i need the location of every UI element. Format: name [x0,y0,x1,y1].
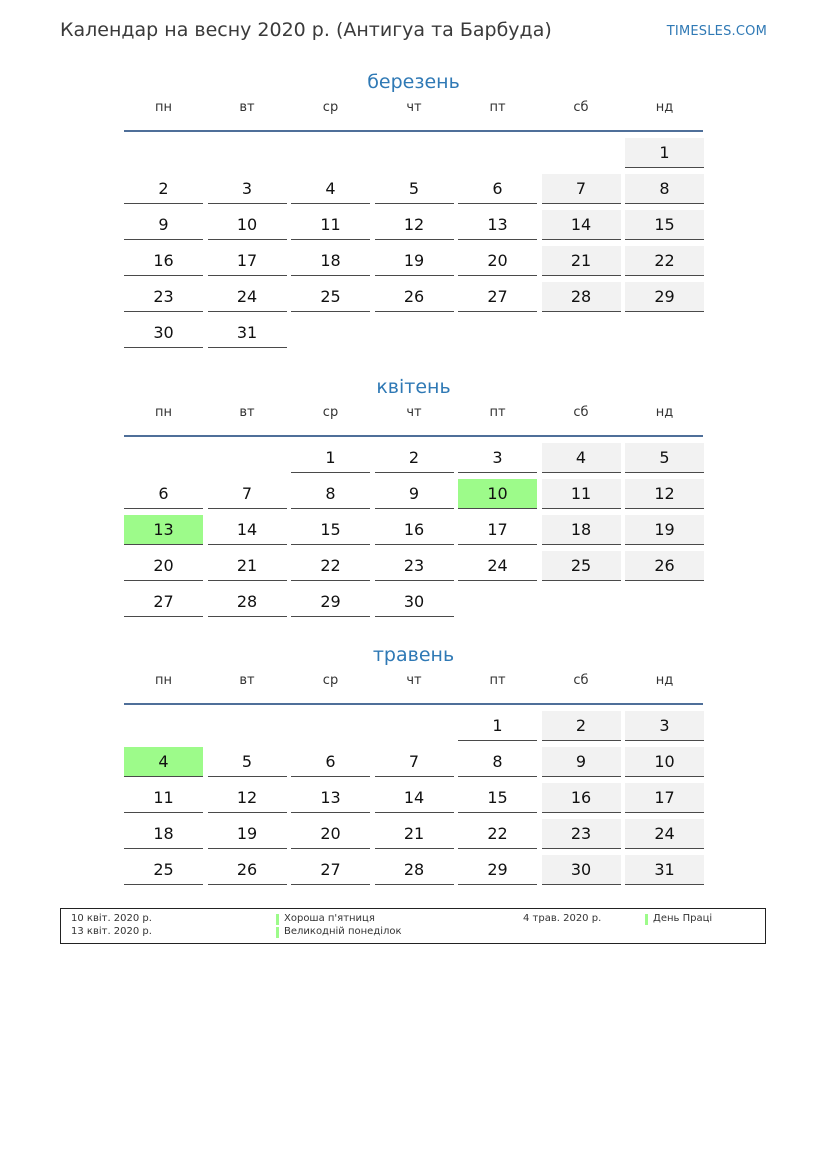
day-cell: 29 [291,587,370,617]
legend-holiday-name: День Праці [653,913,713,924]
weekday-label: пт [489,100,506,115]
day-cell: 29 [458,855,537,885]
weekday-label: пт [489,673,506,688]
header-divider [124,703,703,705]
day-cell: 23 [375,551,454,581]
day-cell: 7 [542,174,621,204]
day-cell: 12 [208,783,287,813]
day-cell: 3 [458,443,537,473]
month-block [124,68,703,342]
day-cell: 15 [291,515,370,545]
day-cell: 20 [124,551,203,581]
day-cell: 2 [375,443,454,473]
legend-date: 13 квіт. 2020 р. [71,926,152,937]
weekday-label: чт [406,405,422,420]
day-cell: 27 [458,282,537,312]
day-cell: 9 [542,747,621,777]
month-name: березень [367,71,460,93]
day-cell: 17 [625,783,704,813]
day-cell: 29 [625,282,704,312]
weekday-header [124,401,703,437]
day-cell: 19 [625,515,704,545]
day-cell: 12 [375,210,454,240]
day-cell: 20 [458,246,537,276]
day-cell: 24 [458,551,537,581]
weekday-label: ср [322,405,339,420]
day-cell: 7 [375,747,454,777]
day-cell: 28 [375,855,454,885]
day-cell: 22 [291,551,370,581]
day-cell: 16 [124,246,203,276]
weekday-label: ср [322,673,339,688]
page-title: Календар на весну 2020 р. (Антигуа та Барбуда) [60,19,552,41]
weekday-label: ср [322,100,339,115]
day-cell: 17 [458,515,537,545]
day-cell: 2 [124,174,203,204]
header-divider [124,130,703,132]
day-cell: 18 [291,246,370,276]
month-block [124,373,703,611]
day-cell: 22 [625,246,704,276]
day-cell: 26 [208,855,287,885]
holiday-legend [60,908,766,944]
weekday-label: сб [573,100,589,115]
holiday-day-cell: 13 [124,515,203,545]
day-cell: 19 [208,819,287,849]
holiday-color-marker [645,914,648,925]
day-cell: 9 [375,479,454,509]
day-cell: 16 [375,515,454,545]
weekday-label: вт [239,673,255,688]
day-cell: 11 [291,210,370,240]
day-cell: 2 [542,711,621,741]
holiday-color-marker [276,927,279,938]
weekday-label: пт [489,405,506,420]
day-cell: 24 [625,819,704,849]
day-cell: 28 [208,587,287,617]
weekday-label: чт [406,673,422,688]
day-cell: 13 [458,210,537,240]
holiday-day-cell: 4 [124,747,203,777]
day-cell: 27 [291,855,370,885]
weekday-label: пн [155,405,172,420]
legend-holiday-name: Хороша п'ятниця [284,913,375,924]
day-cell: 11 [542,479,621,509]
day-cell: 31 [208,318,287,348]
day-cell: 16 [542,783,621,813]
day-cell: 8 [458,747,537,777]
day-cell: 10 [208,210,287,240]
day-cell: 8 [291,479,370,509]
day-cell: 8 [625,174,704,204]
site-link[interactable]: TIMESLES.COM [666,24,767,39]
day-cell: 1 [291,443,370,473]
day-cell: 28 [542,282,621,312]
weekday-label: пн [155,673,172,688]
day-cell: 4 [291,174,370,204]
day-cell: 12 [625,479,704,509]
day-cell: 25 [542,551,621,581]
day-cell: 6 [458,174,537,204]
month-name: травень [372,644,455,666]
day-cell: 17 [208,246,287,276]
day-cell: 5 [625,443,704,473]
day-cell: 3 [208,174,287,204]
day-cell: 18 [124,819,203,849]
header-divider [124,435,703,437]
day-cell: 27 [124,587,203,617]
day-cell: 9 [124,210,203,240]
day-cell: 13 [291,783,370,813]
month-block [124,641,703,879]
day-cell: 15 [625,210,704,240]
day-cell: 11 [124,783,203,813]
weekday-label: чт [406,100,422,115]
day-cell: 23 [124,282,203,312]
weekday-header [124,669,703,705]
legend-holiday-name: Великодній понеділок [284,926,402,937]
day-cell: 5 [375,174,454,204]
day-cell: 14 [542,210,621,240]
day-cell: 24 [208,282,287,312]
day-cell: 22 [458,819,537,849]
day-cell: 30 [542,855,621,885]
day-cell: 7 [208,479,287,509]
day-cell: 15 [458,783,537,813]
day-cell: 1 [625,138,704,168]
day-cell: 19 [375,246,454,276]
day-cell: 25 [124,855,203,885]
weekday-label: сб [573,405,589,420]
day-cell: 20 [291,819,370,849]
day-cell: 5 [208,747,287,777]
weekday-label: пн [155,100,172,115]
weekday-label: сб [573,673,589,688]
legend-date: 4 трав. 2020 р. [523,913,602,924]
day-cell: 21 [375,819,454,849]
day-cell: 21 [542,246,621,276]
weekday-label: вт [239,100,255,115]
day-cell: 18 [542,515,621,545]
holiday-color-marker [276,914,279,925]
day-cell: 21 [208,551,287,581]
day-cell: 30 [375,587,454,617]
month-name: квітень [376,376,451,398]
holiday-day-cell: 10 [458,479,537,509]
day-cell: 14 [208,515,287,545]
weekday-label: нд [655,405,674,420]
day-cell: 26 [625,551,704,581]
day-cell: 1 [458,711,537,741]
day-cell: 6 [124,479,203,509]
day-cell: 30 [124,318,203,348]
weekday-label: нд [655,673,674,688]
weekday-label: вт [239,405,255,420]
legend-date: 10 квіт. 2020 р. [71,913,152,924]
weekday-label: нд [655,100,674,115]
day-cell: 23 [542,819,621,849]
day-cell: 6 [291,747,370,777]
day-cell: 4 [542,443,621,473]
day-cell: 14 [375,783,454,813]
day-cell: 10 [625,747,704,777]
day-cell: 25 [291,282,370,312]
day-cell: 31 [625,855,704,885]
weekday-header [124,96,703,132]
day-cell: 26 [375,282,454,312]
day-cell: 3 [625,711,704,741]
